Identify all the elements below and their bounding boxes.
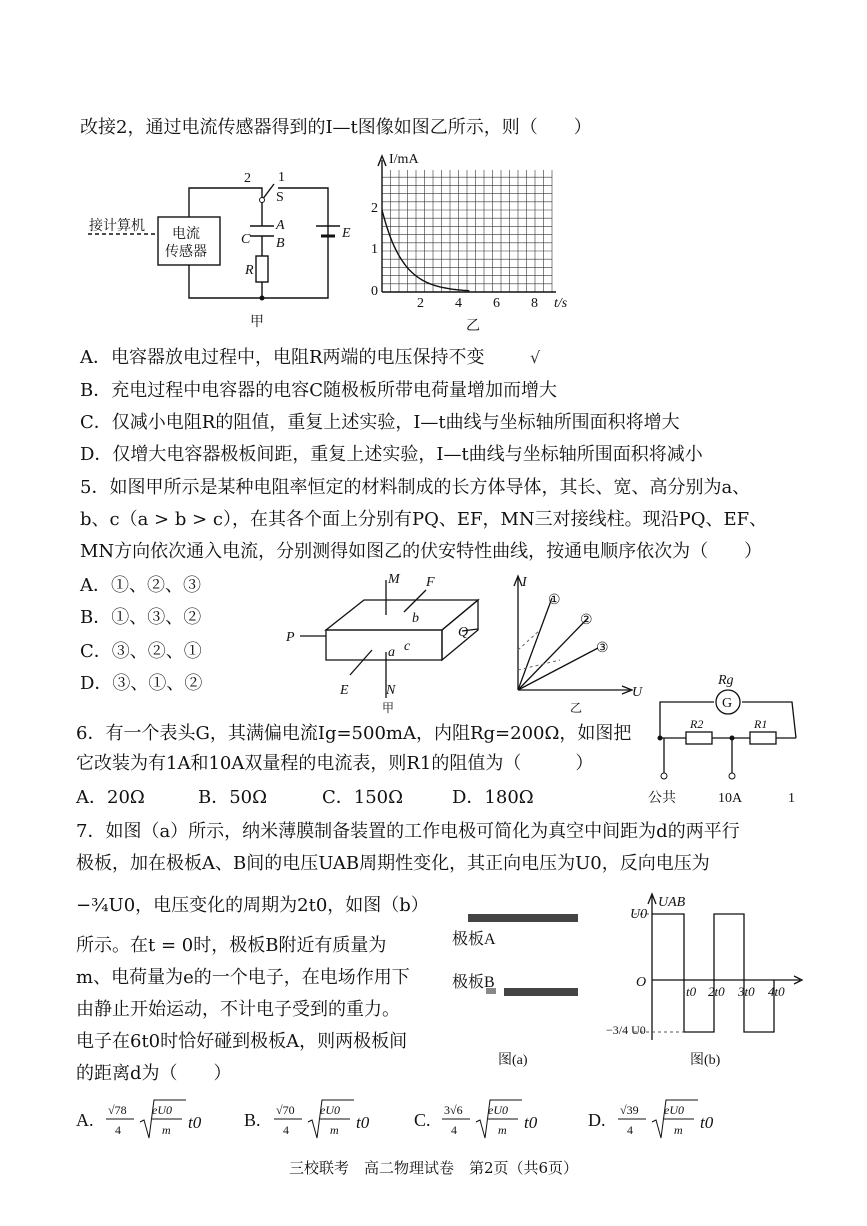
curve-2-label: ② [580,613,593,628]
q7-line-3: −¾U0，电压变化的周期为2t0，如图（b） [76,895,429,916]
q7-opt-c-letter: C. [414,1110,431,1130]
iyi-xtick-6: 6 [493,296,500,311]
q7-opt-b-rad-num: eU0 [320,1103,340,1117]
3t0-tick: 3t0 [738,984,755,999]
q4-option-d[interactable]: D．仅增大电容器极板间距，重复上述实验，I—t曲线与坐标轴所围面积将减小 [80,444,703,465]
2t0-tick: 2t0 [708,984,725,999]
iyi-ytick-2: 2 [371,201,378,216]
q7-opt-d-num: √39 [620,1103,639,1117]
computer-label: 接计算机 [89,219,145,234]
switch-terminal-1: 1 [278,170,285,185]
q7-opt-a-letter: A. [76,1110,94,1130]
q7-line-1: 7．如图（a）所示，纳米薄膜制备装置的工作电极可简化为真空中间距为d的两平行 [76,821,740,842]
q7-opt-b-rad-den: m [330,1123,339,1137]
fig-a-caption: 图(a) [498,1053,528,1068]
i-axis-label: I [522,575,527,590]
q7-line-8: 的距离d为（ ） [76,1063,232,1084]
iyi-ytick-0: 0 [371,284,378,299]
check-mark: √ [530,348,541,367]
q5-option-b[interactable]: B．①、③、② [80,607,202,628]
c-label: c [404,639,411,654]
q7-opt-c-rad-den: m [498,1123,507,1137]
g-label: G [722,696,733,711]
iyi-xtick-4: 4 [455,296,462,311]
r1-label: R1 [754,717,768,731]
q7-opt-d-den: 4 [627,1123,633,1137]
a-label: a [388,645,395,660]
q7-option-b[interactable] [244,1100,370,1138]
e-label: E [340,683,349,698]
resistor-label: R [245,263,254,278]
q7-opt-d-rad-num: eU0 [664,1103,684,1117]
q7-opt-c-den: 4 [451,1123,457,1137]
sensor-label-1: 电流 [172,227,200,242]
q4-option-b[interactable]: B．充电过程中电容器的电容C随极板所带电荷量增加而增大 [80,380,557,401]
q6-option-a[interactable]: A．20Ω [76,787,145,808]
q5-jia-caption: 甲 [382,701,395,715]
q7-line-4: 所示。在t = 0时，极板B附近有质量为 [76,935,387,956]
q5-option-c[interactable]: C．③、②、① [80,641,202,662]
q7-opt-c-tail: t0 [524,1113,538,1132]
q5-line-2: b、c（a > b > c），在其各个面上分别有PQ、EF，MN三对接线柱。现沿PQ、EF、 [80,509,768,530]
q4-intro: 改接2，通过电流传感器得到的I—t图像如图乙所示，则（ ） [80,117,592,138]
q5-line-1: 5．如图甲所示是某种电阻率恒定的材料制成的长方体导体，其长、宽、高分别为a、 [80,477,751,498]
q4-option-c[interactable]: C．仅减小电阻R的阻值，重复上述实验，I—t曲线与坐标轴所围面积将增大 [80,412,680,433]
fig-yi-caption: 乙 [466,319,480,334]
b-label: b [412,611,419,626]
q7-line-7: 电子在6t0时恰好碰到极板A，则两极板间 [76,1031,408,1052]
fig-b-caption: 图(b) [690,1053,721,1068]
iyi-ylabel: I/mA [389,152,419,167]
q7-opt-d-letter: D. [588,1110,606,1130]
4t0-tick: 4t0 [768,984,785,999]
iyi-ytick-1: 1 [371,242,378,257]
q7-option-c[interactable] [414,1100,538,1138]
q6-option-b[interactable]: B．50Ω [198,787,268,808]
q7-option-a[interactable] [76,1100,202,1138]
plate-b-label: 极板B [452,974,495,991]
q5-option-d[interactable]: D．③、①、② [80,673,203,694]
m-label: M [388,572,400,587]
q5-line-3: MN方向依次通入电流，分别测得如图乙的伏安特性曲线，按通电顺序依次为（ ） [80,541,763,562]
switch-label: S [276,190,284,205]
n-label: N [386,683,396,698]
q-label: Q [458,625,469,640]
q7-opt-b-num: √70 [276,1103,295,1117]
q7-opt-a-num: √78 [108,1103,127,1117]
p-label: P [286,630,295,645]
u-axis-label: U [632,685,643,700]
common-terminal-label: 公共 [648,791,676,806]
q7-option-d[interactable] [588,1100,714,1138]
switch-terminal-2: 2 [244,171,251,186]
q7-opt-a-den: 4 [115,1123,121,1137]
rg-label: Rg [718,673,734,688]
q6-line-1: 6．有一个表头G，其满偏电流Ig=500mA，内阻Rg=200Ω，如图把 [76,723,632,744]
q7-opt-d-tail: t0 [700,1113,714,1132]
q5-yi-caption: 乙 [570,701,583,715]
q7-line-5: m、电荷量为e的一个电子，在电场作用下 [76,967,410,988]
q7-opt-c-num: 3√6 [444,1103,463,1117]
iyi-xtick-8: 8 [531,296,538,311]
neg-u0-tick-label: −3/4 U0 [606,1023,646,1037]
q5-option-a[interactable]: A．①、②、③ [80,575,201,596]
q7-opt-d-rad-den: m [674,1123,683,1137]
page-footer: 三校联考 高二物理试卷 第2页（共6页） [288,1159,579,1177]
q6-option-d[interactable]: D．180Ω [452,787,534,808]
capacitor-label: C [241,232,251,247]
q7-line-6: 由静止开始运动，不计电子受到的重力。 [76,999,400,1020]
origin-label: O [636,975,647,990]
q4-option-a[interactable]: A．电容器放电过程中，电阻R两端的电压保持不变 [80,347,485,368]
q7-opt-a-rad-num: eU0 [152,1103,172,1117]
uab-axis-label: UAB [658,895,686,910]
plate-a-label: 极板A [452,931,496,948]
q6-option-c[interactable]: C．150Ω [322,787,404,808]
q6-line-2: 它改装为有1A和10A双量程的电流表，则R1的阻值为（ ） [76,753,594,774]
q7-opt-a-rad-den: m [162,1123,171,1137]
1a-terminal-label: 1 [788,791,795,806]
f-label: F [426,575,435,590]
plate-a-label: A [276,218,285,233]
plate-b-label: B [276,236,285,251]
curve-1-label: ① [548,593,561,608]
q7-opt-c-rad-num: eU0 [488,1103,508,1117]
t0-tick: t0 [686,984,697,999]
emf-label: E [342,226,351,241]
q7-line-2: 极板，加在极板A、B间的电压UAB周期性变化，其正向电压为U0，反向电压为 [76,853,710,874]
10a-terminal-label: 10A [718,791,743,806]
q7-opt-a-tail: t0 [188,1113,202,1132]
curve-3-label: ③ [596,641,609,656]
q7-opt-b-tail: t0 [356,1113,370,1132]
r2-label: R2 [690,717,704,731]
iyi-xtick-2: 2 [417,296,424,311]
q7-opt-b-letter: B. [244,1110,261,1130]
u0-tick-label: U0 [630,907,648,922]
sensor-label-2: 传感器 [165,245,207,260]
fig-jia-caption: 甲 [250,315,264,330]
iyi-xlabel: t/s [554,296,568,311]
q7-opt-b-den: 4 [283,1123,289,1137]
